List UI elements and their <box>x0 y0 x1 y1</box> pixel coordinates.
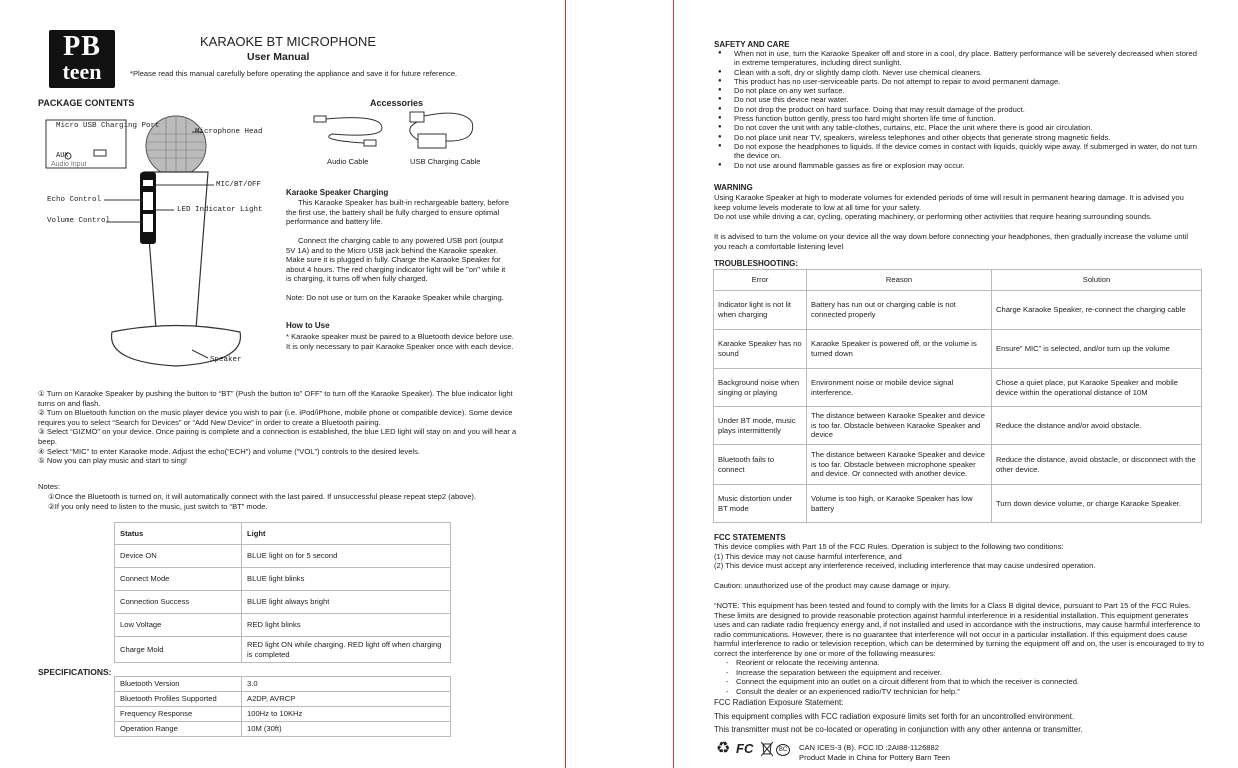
fcc-line: (2) This device must accept any interference received, including interference that may cause undesired operation. <box>714 561 1096 571</box>
troubleshooting-heading: TROUBLESHOOTING: <box>714 259 798 268</box>
list-item: ● Do not drop the product on hard surface. Doing that may result damage of the product. <box>714 105 1202 114</box>
table-cell: Operation Range <box>115 722 242 737</box>
table-cell: Turn down device volume, or charge Karaoke Speaker. <box>992 485 1202 523</box>
table-cell: Bluetooth fails to connect <box>714 445 807 485</box>
weee-bin-icon <box>761 741 773 757</box>
table-cell: Device ON <box>115 545 242 568</box>
troubleshooting-table <box>713 269 1202 523</box>
footer-ids: CAN ICES-3 (B). FCC ID :2AI88-1126882 <box>799 743 939 752</box>
pbteen-logo: PB teen <box>49 30 115 88</box>
table-cell: Music distortion under BT mode <box>714 485 807 523</box>
notes-list <box>48 492 528 511</box>
charging-heading: Karaoke Speaker Charging <box>286 188 389 197</box>
table-cell: 100Hz to 10KHz <box>242 707 451 722</box>
audio-cable-icon <box>314 116 382 146</box>
table-cell: Frequency Response <box>115 707 242 722</box>
table-row <box>714 485 1202 523</box>
manual-page-right <box>673 0 1238 768</box>
table-cell: Karaoke Speaker has no sound <box>714 330 807 369</box>
charging-note: Note: Do not use or turn on the Karaoke Speaker while charging. <box>286 293 504 302</box>
led-indicator-label: LED Indicator Light <box>177 206 263 214</box>
status-light-table <box>114 522 451 663</box>
howto-heading: How to Use <box>286 321 330 330</box>
fcc-rf-line-2: This transmitter must not be co-located or operating in conjunction with any other antenna or transmitter. <box>714 725 1083 734</box>
list-item: - Consult the dealer or an experienced radio/TV technician for help.” <box>714 687 1202 697</box>
table-cell: BLUE light blinks <box>242 568 451 591</box>
list-item: ● Do not use around flammable gasses as fire or explosion may occur. <box>714 161 1202 170</box>
table-cell: Battery has run out or charging cable is not connected properly <box>807 291 992 330</box>
step-item: ③ Select “GIZMO” on your device. Once pairing is complete and a connection is established, the blue LED light will stay on and you will hear a beep. <box>38 427 517 446</box>
list-item: ● Do not place on any wet surface. <box>714 86 1202 95</box>
table-cell: Under BT mode, music plays intermittently <box>714 407 807 445</box>
table-row <box>714 407 1202 445</box>
warning-paragraph-3: It is advised to turn the volume on your device all the way down before connecting your headphones, then gradually increase the volume until you reach a comfortable listening level <box>714 232 1189 251</box>
safety-heading: SAFETY AND CARE <box>714 40 790 49</box>
table-cell: Background noise when singing or playing <box>714 369 807 407</box>
table-header-cell: Light <box>242 523 451 545</box>
manual-subtitle: User Manual <box>247 51 310 63</box>
note-item: ①Once the Bluetooth is turned on, it will automatically connect with the last paired. If unsuccessful please repeat step2 (above). <box>48 492 477 501</box>
table-cell: RED light blinks <box>242 614 451 637</box>
note-item: ②If you only need to listen to the music, just switch to “BT” mode. <box>48 501 268 511</box>
specs-table <box>114 676 451 737</box>
table-row <box>115 707 451 722</box>
table-row <box>115 568 451 591</box>
fcc-rf-line-1: This equipment complies with FCC radiation exposure limits set forth for an uncontrolled environment. <box>714 712 1075 721</box>
audio-input-label: Audio Input <box>51 161 87 168</box>
footer-made-in: Product Made in China for Pottery Barn Teen <box>799 753 950 762</box>
table-cell: 10M (30ft) <box>242 722 451 737</box>
step-item: ① Turn on Karaoke Speaker by pushing the button to “BT” (Push the button to” OFF” to turn off the Karaoke Speaker). The blue indicator light turns on and flash. <box>38 389 513 408</box>
echo-control-knob <box>143 192 153 210</box>
table-cell: Ensure” MIC” is selected, and/or turn up the volume <box>992 330 1202 369</box>
accessories-heading: Accessories <box>370 98 424 108</box>
list-item: ● Do not expose the headphones to liquids. If the device comes in contact with liquids, quickly wipe away. If submerged in water, do not turn the device on. <box>714 142 1202 161</box>
fcc-line: This device complies with Part 15 of the FCC Rules. Operation is subject to the following two conditions: <box>714 542 1064 551</box>
table-cell: Reduce the distance and/or avoid obstacle. <box>992 407 1202 445</box>
table-cell: Charge Mold <box>115 637 242 663</box>
accessories-illustration <box>312 110 502 156</box>
table-cell: A2DP, AVRCP <box>242 692 451 707</box>
audio-cable-label: Audio Cable <box>327 157 369 166</box>
table-cell: Charge Karaoke Speaker, re-connect the charging cable <box>992 291 1202 330</box>
usb-cable-label: USB Charging Cable <box>410 157 481 166</box>
warning-heading: WARNING <box>714 183 753 192</box>
table-cell: BLUE light on for 5 second <box>242 545 451 568</box>
warning-paragraph-2: Do not use while driving a car, cycling, operating machinery, or performing other activities that require hearing surrounding sounds. <box>714 212 1152 221</box>
table-cell: The distance between Karaoke Speaker and device is too far. Obstacle between Karaoke Speaker and device <box>807 407 992 445</box>
safety-list <box>714 49 1202 170</box>
table-row <box>714 291 1202 330</box>
table-row <box>714 445 1202 485</box>
step-item: ② Turn on Bluetooth function on the music player device you wish to pair (i.e. iPod/iPhone, mobile phone or compatible device). Some device requires you to select “Search for Devices” or “Add New Device” in order to create a Bluetooth pairing. <box>38 408 513 427</box>
table-cell: Indicator light is not lit when charging <box>714 291 807 330</box>
howto-paragraph: * Karaoke speaker must be paired to a Bluetooth device before use. It is only necessary to pair Karaoke Speaker once with each device. <box>286 332 514 351</box>
table-row <box>115 637 451 663</box>
list-item: ● Clean with a soft, dry or slightly damp cloth. Never use chemical cleaners. <box>714 68 1202 77</box>
list-item: ● Do not place unit near TV, speakers, wireless telephones and other objects that generate strong magnetic fields. <box>714 133 1202 142</box>
list-item: ● Do not cover the unit with any table-clothes, curtains, etc. Place the unit where there is good air circulation. <box>714 123 1202 132</box>
table-cell: RED light ON while charging. RED light off when charging is completed <box>242 637 451 663</box>
bc-mark-icon: BC <box>776 744 790 756</box>
fcc-note: “NOTE: This equipment has been tested and found to comply with the limits for a Class B digital device, pursuant to Part 15 of the FCC Rules. These limits are designed to provide reasonable protection against harmful interference in a residential installation. This equipment generates uses and can radiate radio frequency energy and, if not installed and used in accordance with the instructions, may cause harmful interference to radio communications. However, there is no guarantee that interference will not occur in a particular installation. If this equipment does cause harmful interference to radio or television reception, which can be determined by turning the equipment off and on, the user is encouraged to try to correct the interference by one or more of the following measures: <box>714 601 1204 658</box>
table-cell: Connect Mode <box>115 568 242 591</box>
charging-paragraph-1: This Karaoke Speaker has built-in rechargeable battery, before the first use, the battery shall be fully charged to ensure optimal performance and battery life. <box>286 198 509 227</box>
speaker-label: Speaker <box>210 356 242 364</box>
table-cell: Karaoke Speaker is powered off, or the volume is turned down <box>807 330 992 369</box>
usb-cable-icon <box>410 112 473 148</box>
aux-label: AUX <box>56 152 69 160</box>
table-row <box>714 330 1202 369</box>
notes-heading: Notes: <box>38 482 60 491</box>
volume-control-label: Volume Control <box>47 217 111 225</box>
fcc-measures-list <box>714 658 1202 696</box>
table-cell: Chose a quiet place, put Karaoke Speaker and mobile device within the operational distance of 10M <box>992 369 1202 407</box>
table-cell: Connection Success <box>115 591 242 614</box>
list-item: ● When not in use, turn the Karaoke Speaker off and store in a cool, dry place. Battery performance will be severely decreased when stored in extreme temperatures, including direct sunlight. <box>714 49 1202 68</box>
table-row <box>115 614 451 637</box>
fcc-rf-heading: FCC Radiation Exposure Statement: <box>714 698 844 707</box>
table-cell: BLUE light always bright <box>242 591 451 614</box>
list-item: ● Press function button gently, press too hard might shorten life time of function. <box>714 114 1202 123</box>
mic-bt-off-switch <box>143 180 153 186</box>
list-item: - Connect the equipment into an outlet on a circuit different from that to which the receiver is connected. <box>714 677 1202 687</box>
table-cell: Bluetooth Version <box>115 677 242 692</box>
table-cell: Reduce the distance, avoid obstacle, or disconnect with the other device. <box>992 445 1202 485</box>
table-cell: The distance between Karaoke Speaker and device is too far. Obstacle between microphone speaker and device. Or connected with another device. <box>807 445 992 485</box>
table-header-cell: Reason <box>807 270 992 291</box>
echo-control-label: Echo Control <box>47 196 102 204</box>
manual-page-left <box>0 0 566 768</box>
table-header-cell: Error <box>714 270 807 291</box>
table-cell: Volume is too high, or Karaoke Speaker has low battery <box>807 485 992 523</box>
step-item: ⑤ Now you can play music and start to sing! <box>38 456 188 466</box>
page-gap <box>566 0 673 768</box>
step-item: ④ Select “MIC” to enter Karaoke mode. Adjust the echo(“ECH”) and volume (“VOL”) controls to the desired levels. <box>38 446 421 456</box>
microphone-diagram <box>36 114 276 376</box>
recycle-icon: ♻ <box>716 740 731 757</box>
table-cell: Low Voltage <box>115 614 242 637</box>
volume-control-knob <box>143 214 153 232</box>
charging-paragraph-2: Connect the charging cable to any powered USB port (output 5V 1A) and to the Micro USB jack behind the Karaoke speaker. Make sure it is plugged in fully. Charge the Karaoke Speaker for about 4 hours. The red charging indicator light will be "on" while it is charging, it turns off when fully charged. <box>286 236 506 284</box>
table-header-row <box>714 270 1202 291</box>
warning-paragraph-1: Using Karaoke Speaker at high to moderate volumes for extended periods of time will result in permanent hearing damage. It is advised you keep volume levels moderate to low at all time for your safety. <box>714 193 1184 212</box>
table-header-row <box>115 523 451 545</box>
fcc-statement <box>714 542 1202 571</box>
intro-note: *Please read this manual carefully before operating the appliance and save it for future reference. <box>130 69 458 78</box>
table-row <box>115 722 451 737</box>
table-row <box>115 591 451 614</box>
fcc-caution: Caution: unauthorized use of the product may cause damage or injury. <box>714 581 951 590</box>
list-item: ● Do not use this device near water. <box>714 95 1202 104</box>
fcc-line: (1) This device may not cause harmful interference, and <box>714 551 902 561</box>
package-heading: PACKAGE CONTENTS <box>38 98 135 108</box>
table-cell: Environment noise or mobile device signal interference. <box>807 369 992 407</box>
table-header-cell: Status <box>115 523 242 545</box>
table-header-cell: Solution <box>992 270 1202 291</box>
micro-usb-port-label: Micro USB Charging Port <box>56 122 160 130</box>
table-row <box>115 692 451 707</box>
fcc-logo: FC <box>736 741 754 756</box>
steps-list <box>38 389 528 466</box>
table-row <box>115 677 451 692</box>
mic-bt-off-label: MIC/BT/OFF <box>216 181 262 189</box>
list-item: ● This product has no user-serviceable parts. Do not attempt to repair to avoid permanent damage. <box>714 77 1202 86</box>
list-item: - Reorient or relocate the receiving antenna. <box>714 658 1202 668</box>
table-row <box>714 369 1202 407</box>
fcc-heading: FCC STATEMENTS <box>714 533 786 542</box>
table-cell: 3.0 <box>242 677 451 692</box>
list-item: - Increase the separation between the equipment and receiver. <box>714 668 1202 678</box>
table-row <box>115 545 451 568</box>
specs-heading: SPECIFICATIONS: <box>38 667 112 677</box>
microphone-head-label: Microphone Head <box>195 128 263 136</box>
manual-title: KARAOKE BT MICROPHONE <box>200 34 377 49</box>
table-cell: Bluetooth Profiles Supported <box>115 692 242 707</box>
